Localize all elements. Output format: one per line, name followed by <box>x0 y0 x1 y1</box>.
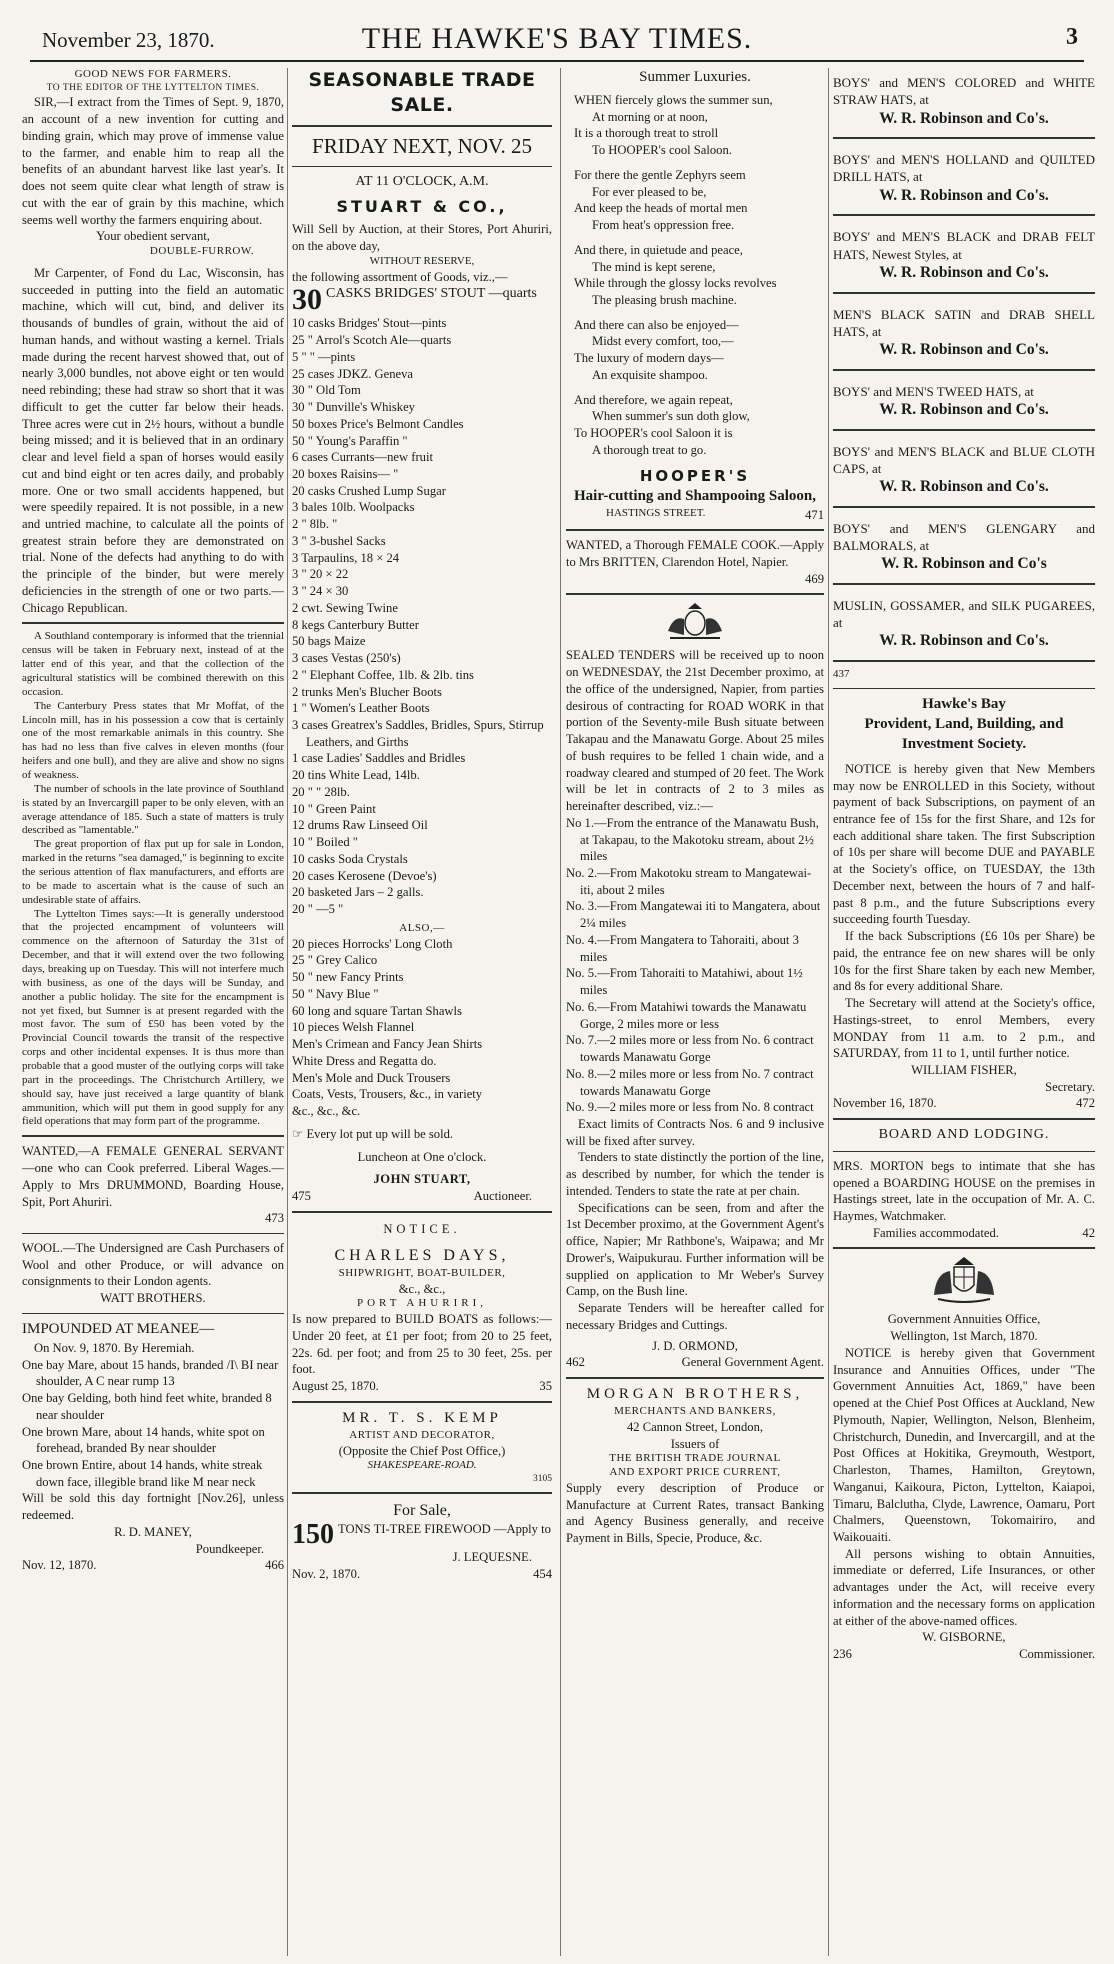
contract-item: No. 3.—From Mangatewai iti to Mangatera, about 2¼ miles <box>566 899 821 931</box>
impounded-item: One brown Entire, about 14 hands, white streak down face, illegible brand like M near neck <box>22 1458 263 1489</box>
issue-date: November 23, 1870. <box>42 28 215 52</box>
hat-ad <box>833 300 1095 371</box>
poem-line: Midst every comfort, too,— <box>592 334 734 349</box>
divider <box>22 622 284 624</box>
hat-ad-text: BOYS' and MEN'S COLORED and WHITE STRAW HATS, at <box>833 75 1095 108</box>
poem-line: And there, in quietude and peace, <box>574 242 743 257</box>
trade-sale-ad <box>292 68 552 1205</box>
annuities-signature: W. GISBORNE, <box>922 1630 1006 1645</box>
firewood-footer <box>292 1566 552 1583</box>
ad-number: 473 <box>265 1211 284 1226</box>
column-divider <box>828 68 829 1956</box>
wool-signature: WATT BROTHERS. <box>100 1291 206 1306</box>
tenders-footer <box>566 1354 824 1371</box>
poem-line: For ever pleased to be, <box>592 184 707 199</box>
hooper-poem-ad <box>566 68 824 523</box>
sale-item: 12 drums Raw Linseed Oil <box>292 818 428 833</box>
letter-signature: DOUBLE-FURROW. <box>149 245 254 258</box>
kemp-trade: ARTIST AND DECORATOR, <box>349 1428 495 1441</box>
society-subtitle: Provident, Land, Building, and Investment Society. <box>864 715 1064 752</box>
wool-text: WOOL.—The Undersigned are Cash Purchasers of Wool and other Produce, or will advance on consignments to their London agents. <box>22 1240 284 1289</box>
lead-text: CASKS BRIDGES' STOUT —quarts <box>326 286 537 302</box>
contract-item: No 1.—From the entrance of the Manawatu Bush, at Takapau, to the Makotoku stream, about 2½ miles <box>566 815 819 864</box>
society-footer <box>833 1095 1095 1112</box>
sale-item-list <box>292 315 552 917</box>
morgan-journal: THE BRITISH TRADE JOURNAL <box>609 1452 781 1465</box>
board-lodging-ad <box>833 1126 1095 1241</box>
sale-item: 20 pieces Horrocks' Long Cloth <box>292 936 453 951</box>
news-item: The number of schools in the late province of Southland is stated by an Invercargill paper to be only eleven, with an average attendance of 185. Such a state of matters is truly described as "lamentable." <box>22 782 284 837</box>
lot-notice <box>292 1126 552 1143</box>
letter-heading: GOOD NEWS FOR FARMERS. <box>74 68 232 80</box>
sale-item: 2 trunks Men's Blucher Boots <box>292 684 442 699</box>
sale-item: 3 cases Greatrex's Saddles, Bridles, Spurs, Stirrup Leathers, and Girths <box>292 718 544 749</box>
sale-item: 50 bags Maize <box>292 634 366 649</box>
column-divider <box>287 68 288 1956</box>
poem-line <box>574 234 824 242</box>
kemp-name: MR. T. S. KEMP <box>342 1409 502 1426</box>
impounded-notice <box>22 1320 284 1574</box>
poem-line: While through the glossy locks revolves <box>574 276 777 291</box>
society-date: November 16, 1870. <box>833 1096 937 1111</box>
boatbuilder-notice <box>292 1221 552 1395</box>
board-footer <box>833 1225 1095 1242</box>
kemp-location: (Opposite the Chief Post Office,) <box>338 1443 506 1458</box>
cook-wanted-ad <box>566 537 824 587</box>
sale-item: 30 " Dunville's Whiskey <box>292 400 415 415</box>
hat-ad <box>833 68 1095 139</box>
society-signature: WILLIAM FISHER, <box>911 1062 1017 1077</box>
poem-line: To HOOPER's cool Saloon. <box>592 143 732 158</box>
contract-item: No. 7.—2 miles more or less from No. 6 contract towards Manawatu Gorge <box>566 1033 814 1065</box>
ad-number: 462 <box>566 1355 585 1370</box>
binder-article: Mr Carpenter, of Fond du Lac, Wisconsin, has succeeded in putting into the field an automatic machine, which will cut, bind, and deliver its thousands of bundles of grain, without the aid of human hands, and without wasting a kernel. Trials made during the recent harvest showed that, out of nearly 3,000 bundles, not above eight or ten would need rebinding; these had straw so short that it was difficult to get the cutter far below their heads. Three acres were cut in 2½ hours, without a bundle being missed; and it is believed that in an ordinary clear and level field a span of horses would easily cut and bind eight or ten acres daily, and probably more. One or two small accidents happened, but were speedily repaired. It is not possible, in a new and untried machine, to calculate all the points of greatest strain before they are demonstrated on trial. None of the defects had anything to do with the principle of the binder, but were merely deficiencies in the strength of one or two parts.—Chicago Republican. <box>22 265 284 615</box>
firewood-line <box>292 1521 552 1549</box>
sale-item: 50 " new Fancy Prints <box>292 970 404 985</box>
sale-item: 20 casks Crushed Lump Sugar <box>292 483 446 498</box>
sale-date: FRIDAY NEXT, NOV. 25 <box>312 133 532 158</box>
divider <box>566 1377 824 1379</box>
hat-ad-firm: W. R. Robinson and Co's. <box>879 400 1049 418</box>
hat-ad <box>833 514 1095 585</box>
morgan-brothers-ad <box>566 1385 824 1547</box>
hat-ad <box>833 222 1095 293</box>
annuities-notice <box>833 1311 1095 1662</box>
poem-title: Summer Luxuries. <box>639 69 751 85</box>
column-2 <box>292 68 552 1956</box>
contract-list <box>566 815 824 1116</box>
sale-item: 5 " " —pints <box>292 349 356 364</box>
contract-item: No. 4.—From Mangatera to Tahoraiti, about 3 miles <box>566 932 799 964</box>
kemp-road: SHAKESPEARE-ROAD. <box>367 1459 477 1472</box>
annuities-paragraph: NOTICE is hereby given that Government Insurance and Annuities Offices, under "The Government Annuities Act, 1869," have been opened at the Chief Post Offices at Auckland, New Plymouth, Napier, Wellington, Nelson, Blenheim, Christchurch, Dunedin, and Invercargill, and at the Post Offices at Hokitika, Greymouth, Westport, Charleston, Thames, Hamilton, Greytown, Wanganui, Kaikoura, Picton, Lyttelton, Kaiapoi, Timaru, Balclutha, Clyde, Lawrence, Oamaru, Port Chalmers, Queenstown, Tokomairiro, and Waikouaiti. <box>833 1345 1095 1545</box>
poem-line: The pleasing brush machine. <box>592 293 737 308</box>
hat-ad-text: BOYS' and MEN'S BLACK and BLUE CLOTH CAPS, at <box>833 443 1095 476</box>
sale-item: 25 cases JDKZ. Geneva <box>292 366 413 381</box>
impounded-date2: Nov. 12, 1870. <box>22 1558 97 1573</box>
board-text: MRS. MORTON begs to intimate that she has opened a BOARDING HOUSE on the premises in Hastings street, late in the occupation of Mr. A. C. Haymes, Watchmaker. <box>833 1158 1095 1223</box>
sale-item: 1 " Women's Leather Boots <box>292 701 430 716</box>
forsale-heading: For Sale, <box>393 1501 451 1519</box>
royal-crest-icon <box>660 601 730 641</box>
board-families: Families accommodated. <box>873 1225 999 1240</box>
sale-item: 6 cases Currants—new fruit <box>292 450 433 465</box>
tenders-body: Tenders to state distinctly the portion of the line, as described by number, for which the tender is intended. Tenders to state the rate at per chain. <box>566 1150 824 1198</box>
sale-item: 2 " 8lb. " <box>292 517 338 532</box>
boatbuilder-footer <box>292 1378 552 1395</box>
hat-ad <box>833 145 1095 216</box>
sale-item: 3 " 3-bushel Sacks <box>292 533 386 548</box>
poem-line: The luxury of modern days— <box>574 351 724 366</box>
sale-item: 50 " Young's Paraffin " <box>292 433 408 448</box>
sale-title: SEASONABLE TRADE SALE. <box>308 69 536 117</box>
firewood-seller: J. LEQUESNE. <box>452 1550 532 1565</box>
hat-ad-firm: W. R. Robinson and Co's. <box>879 109 1049 127</box>
farmers-letter <box>22 68 284 616</box>
poem-line: At morning or at noon, <box>592 109 708 124</box>
poem-line: It is a thorough treat to stroll <box>574 126 719 141</box>
hat-ad-text: MUSLIN, GOSSAMER, and SILK PUGAREES, at <box>833 597 1095 631</box>
annuities-role: Commissioner. <box>1019 1647 1095 1662</box>
hooper-firm: HOOPER'S <box>639 466 751 485</box>
poem-line: To HOOPER's cool Saloon it is <box>574 426 733 441</box>
sale-item: 25 " Grey Calico <box>292 953 378 968</box>
boatbuilder-trade: SHIPWRIGHT, BOAT-BUILDER, <box>338 1266 506 1279</box>
sale-item: 25 " Arrol's Scotch Ale—quarts <box>292 333 452 348</box>
sale-item: 3 " 24 × 30 <box>292 584 349 599</box>
sale-item: 20 boxes Raisins— " <box>292 467 399 481</box>
sale-item: 2 " Elephant Coffee, 1lb. & 2lb. tins <box>292 667 474 682</box>
poem-line <box>574 159 824 167</box>
auctioneer-footer <box>292 1188 552 1205</box>
divider <box>22 1135 284 1137</box>
servant-wanted-text: WANTED,—A FEMALE GENERAL SERVANT—one who can Cook preferred. Liberal Wages.—Apply to Mrs DRUMMOND, Boarding House, Spit, Port Ahuriri. <box>22 1144 284 1209</box>
boatbuilder-text: Is now prepared to BUILD BOATS as follows:—Under 20 feet, at £1 per foot; from 20 to 25 feet, 22s. 6d. per foot; and from 25 to 30 feet, 25s. per foot. <box>292 1312 552 1377</box>
sale-item: 8 kegs Canterbury Butter <box>292 617 419 632</box>
morgan-issuers: Issuers of <box>670 1436 720 1451</box>
auctioneer-role: Auctioneer. <box>473 1188 532 1203</box>
divider <box>292 1492 552 1494</box>
hat-ad-firm: W. R. Robinson and Co's. <box>879 632 1049 650</box>
hat-ad-firm: W. R. Robinson and Co's. <box>879 263 1049 281</box>
divider <box>292 1211 552 1213</box>
sale-item: &c., &c., &c. <box>292 1104 361 1119</box>
hat-ad <box>833 437 1095 508</box>
sale-intro: Will Sell by Auction, at their Stores, Port Ahuriri, on the above day, <box>292 222 552 254</box>
boatbuilder-place: PORT AHURIRI, <box>357 1297 487 1310</box>
sale-item: 10 casks Bridges' Stout—pints <box>292 316 447 331</box>
morgan-trade: MERCHANTS AND BANKERS, <box>614 1404 776 1417</box>
tenders-body: Exact limits of Contracts Nos. 6 and 9 inclusive will be fixed after survey. <box>566 1117 824 1148</box>
divider <box>833 688 1095 689</box>
cook-wanted-text: WANTED, a Thorough FEMALE COOK.—Apply to Mrs BRITTEN, Clarendon Hotel, Napier. <box>566 538 824 569</box>
poem-line: For there the gentle Zephyrs seem <box>574 167 746 182</box>
poundkeeper-name: R. D. MANEY, <box>114 1524 192 1539</box>
news-item: A Southland contemporary is informed that the triennial census will be taken in February next, instead of at the latter end of this year, and that the collection of the agricultural statistics will be combined therewith on this occasion. <box>22 630 284 698</box>
sale-item: 20 " —5 " <box>292 902 344 917</box>
also-item-list <box>292 936 552 1120</box>
hat-ad-firm: W. R. Robinson and Co's. <box>879 186 1049 204</box>
wool-ad <box>22 1240 284 1307</box>
hat-ad-firm: W. R. Robinson and Co's. <box>879 341 1049 359</box>
letter-closing: Your obedient servant, <box>96 229 210 244</box>
tenders-intro: SEALED TENDERS will be received up to noon on WEDNESDAY, the 21st December proximo, at the office of the undersigned, Napier, from parties desirous of contracting for ROAD WORK in that portion of the Seventy-mile Bush situate between Takapau and the Manawatu Gorge. About 25 miles of bush requires to be felled 1 chain wide, and a roadway cleared and stumped of 20 feet. The Work will be let in contracts of 2 to 3 miles as hereinafter described, viz.:— <box>566 648 824 814</box>
society-title: Hawke's Bay <box>922 695 1006 712</box>
impounded-date: On Nov. 9, 1870. By Heremiah. <box>34 1340 195 1355</box>
annuities-office: Government Annuities Office, <box>887 1312 1041 1327</box>
sale-item: Men's Mole and Duck Trousers <box>292 1070 451 1085</box>
pointing-hand-icon: ☞ <box>292 1126 304 1141</box>
sale-item: Coats, Vests, Trousers, &c., in variety <box>292 1087 483 1102</box>
poem-line: The mind is kept serene, <box>592 259 716 274</box>
news-item: The Canterbury Press states that Mr Moffat, of the Lincoln mill, has in his possession a cow that is certainly one of the most remarkable animals in this country. She has had no less than five calves in eleven months (four heifers and one bull), and they are alive and show no signs of weakness. <box>22 699 284 781</box>
tenders-body: Specifications can be seen, from and after the 1st December proximo, at the Government Agent's office, Napier; Mr Rathbone's, Waipawa; and Mr Drower's, Waipukurau. Further information will be supplied on application to Mr Weber's Survey Camp, on the Bush line. <box>566 1200 824 1299</box>
column-4 <box>833 68 1095 1956</box>
divider <box>833 1247 1095 1249</box>
annuities-footer <box>833 1646 1095 1663</box>
poem-line: And there can also be enjoyed— <box>574 317 739 332</box>
morgan-text: Supply every description of Produce or Manufacture at Current Rates, transact Banking and Agency Business generally, and receive Payment in Bills, Specie, Produce, &c. <box>566 1481 824 1546</box>
impounded-footer <box>22 1557 284 1574</box>
poem-line: And therefore, we again repeat, <box>574 392 733 407</box>
ad-number: 471 <box>805 507 824 522</box>
royal-coat-of-arms-icon <box>924 1255 1004 1305</box>
sale-item: 10 casks Soda Crystals <box>292 851 408 866</box>
tenders-role: General Government Agent. <box>681 1355 824 1370</box>
sale-item: Men's Crimean and Fancy Jean Shirts <box>292 1037 483 1052</box>
sale-item: 50 boxes Price's Belmont Candles <box>292 416 464 431</box>
page-number: 3 <box>1066 24 1078 50</box>
column-3 <box>566 68 824 1956</box>
impounded-item: One bay Mare, about 15 hands, branded /I\ BI near shoulder, A C near rump 13 <box>22 1357 279 1389</box>
letter-body: SIR,—I extract from the Times of Sept. 9, 1870, an account of a new invention for cutting and binding grain, which may prove of immense value to the farmer, and enable him to reap all the benefits of an abundant harvest like last year's. It does not seem quite clear what length of straw is cut with the ear of grain by this machine, which seems well worthy the farmers enquiring about. <box>22 95 284 227</box>
sale-item: 3 Tarpaulins, 18 × 24 <box>292 550 400 565</box>
sale-item: 20 cases Kerosene (Devoe's) <box>292 868 437 883</box>
sale-item: 1 case Ladies' Saddles and Bridles <box>292 751 466 766</box>
notice-heading: NOTICE. <box>383 1221 461 1236</box>
firewood-date: Nov. 2, 1870. <box>292 1566 361 1581</box>
poem-line: From heat's oppression free. <box>592 218 735 233</box>
ad-number: 42 <box>1082 1225 1095 1240</box>
ad-number: 3105 <box>533 1474 552 1485</box>
contract-item: No. 9.—2 miles more or less from No. 8 contract <box>566 1100 814 1115</box>
society-notice <box>833 695 1095 1112</box>
society-paragraph: NOTICE is hereby given that New Members may now be ENROLLED in this Society, without payment of back Subscriptions, on payment of an entrance fee of 15s for the first Share, and 12s for each additional share taken. The first Subscription of 10s per share will become DUE and PAYABLE at the Society's office, on TUESDAY, the 13th December next, between the hours of 7 and half-past 8 p.m., and the future Subscriptions every succeeding fourth Tuesday. <box>833 761 1095 927</box>
poem-line: An exquisite shampoo. <box>592 367 708 382</box>
ad-number: 466 <box>265 1558 284 1573</box>
firewood-text: TONS TI-TREE FIREWOOD —Apply to <box>338 1522 551 1537</box>
poem-line <box>574 309 824 317</box>
poem-line: When summer's sun doth glow, <box>592 409 750 424</box>
letter-addressee: TO THE EDITOR OF THE LYTTELTON TIMES. <box>46 82 260 93</box>
boatbuilder-etc: &c., &c., <box>398 1281 446 1296</box>
sale-time: AT 11 O'CLOCK, A.M. <box>355 174 489 190</box>
poem-line: A thorough treat to go. <box>592 442 707 457</box>
society-paragraph: If the back Subscriptions (£6 10s per Share) be paid, the entrance fee on new shares will be only 10s for the first Share taken by each new Member, and 8s for every additional Share. <box>833 929 1095 994</box>
newspaper-title: THE HAWKE'S BAY TIMES. <box>361 22 753 55</box>
sale-item: 20 tins White Lead, 14lb. <box>292 768 420 783</box>
impounded-item: One brown Mare, about 14 hands, white spot on forehead, branded By near shoulder <box>22 1424 265 1456</box>
hat-ad-firm: W. R. Robinson and Co's <box>881 555 1047 573</box>
boatbuilder-name: CHARLES DAYS, <box>334 1247 510 1265</box>
poem-body <box>566 92 824 459</box>
lead-item <box>292 285 552 315</box>
auction-firm: STUART & CO., <box>336 197 508 217</box>
column-1 <box>22 68 284 1956</box>
divider <box>833 1151 1095 1152</box>
sale-item: 20 basketed Jars – 2 galls. <box>292 885 424 900</box>
annuities-paragraph: All persons wishing to obtain Annuities, immediate or deferred, Life Insurances, or other advantages under the Act, will receive every information and the necessary forms on application at either of the above-named offices. <box>833 1546 1095 1628</box>
hooper-service: Hair-cutting and Shampooing Saloon, <box>574 487 816 504</box>
hat-ad-text: BOYS' and MEN'S TWEED HATS, at <box>833 383 1034 399</box>
ad-number: 469 <box>805 571 824 586</box>
boatbuilder-date: August 25, 1870. <box>292 1379 379 1394</box>
hat-ad-text: BOYS' and MEN'S HOLLAND and QUILTED DRILL HATS, at <box>833 152 1095 185</box>
servant-wanted-ad <box>22 1143 284 1227</box>
ad-number: 236 <box>833 1647 852 1662</box>
masthead <box>30 18 1084 62</box>
sale-item: 10 pieces Welsh Flannel <box>292 1020 415 1035</box>
news-item: The Lyttelton Times says:—It is generally understood that the projected encampment of volunteers will commence on the afternoon of Saturday the 31st of December, and that it will extend over the two following days, breaking up on Tuesday. This will not interfere much with business, as one of the days will be Sunday, and another a public holiday. The site for the encampment is not yet fixed, but Sumner is at present regarded with the most favor. The sum of £50 has been voted by the Provincial Council towards the transit of the respective corps and other incidental expenses. It is thus more than probable that a good muster of the outlying corps will take part in the proceedings. The Christchurch Artillery, we should say, have just received a large quantity of blank ammunition, which will put them in good supply for any field operations that may form part of the programme. <box>22 907 284 1128</box>
contract-item: No. 6.—From Matahiwi towards the Manawatu Gorge, 2 miles more or less <box>566 999 807 1031</box>
morgan-address: 42 Cannon Street, London, <box>626 1419 764 1434</box>
firewood-ad <box>292 1500 552 1583</box>
hat-ad-text: MEN'S BLACK SATIN and DRAB SHELL HATS, at <box>833 306 1095 339</box>
sealed-tenders <box>566 647 824 1371</box>
divider <box>292 125 552 127</box>
hat-ad <box>833 377 1095 431</box>
sale-item: 50 " Navy Blue " <box>292 986 379 1001</box>
ad-number: 437 <box>833 668 850 681</box>
sale-reserve: WITHOUT RESERVE, <box>369 254 475 267</box>
hat-ad <box>833 591 1095 662</box>
column-divider <box>560 68 561 1956</box>
poundkeeper-role: Poundkeeper. <box>195 1541 264 1556</box>
sale-item: 3 bales 10lb. Woolpacks <box>292 500 415 515</box>
hat-ad-text: BOYS' and MEN'S GLENGARY and BALMORALS, at <box>833 520 1095 554</box>
divider <box>22 1313 284 1314</box>
board-heading: BOARD AND LODGING. <box>878 1127 1050 1143</box>
annuities-date: Wellington, 1st March, 1870. <box>890 1329 1038 1344</box>
hooper-footer <box>566 507 824 524</box>
morgan-journal-2: AND EXPORT PRICE CURRENT, <box>609 1466 781 1479</box>
auctioneer-name: JOHN STUART, <box>373 1172 471 1187</box>
poem-line: WHEN fiercely glows the summer sun, <box>574 92 773 107</box>
sale-item: White Dress and Regatta do. <box>292 1053 437 1068</box>
hooper-street: HASTINGS STREET. <box>606 506 706 519</box>
divider <box>566 529 824 531</box>
lot-text: Every lot put up will be sold. <box>306 1126 454 1141</box>
tenders-body: Separate Tenders will be hereafter called for necessary Bridges and Cuttings. <box>566 1301 824 1332</box>
lunch-notice: Luncheon at One o'clock. <box>357 1149 487 1164</box>
morgan-name: MORGAN BROTHERS, <box>586 1386 804 1403</box>
ad-number: 472 <box>1076 1096 1095 1111</box>
hat-ad-firm: W. R. Robinson and Co's. <box>879 478 1049 496</box>
also-heading: ALSO,— <box>399 921 445 934</box>
sale-item: 30 " Old Tom <box>292 383 361 398</box>
contract-item: No. 5.—From Tahoraiti to Matahiwi, about 1½ miles <box>566 966 803 998</box>
divider <box>566 593 824 595</box>
tenders-signature: J. D. ORMOND, <box>652 1338 738 1353</box>
hat-ad-text: BOYS' and MEN'S BLACK and DRAB FELT HATS, Newest Styles, at <box>833 229 1095 262</box>
sale-item: 2 cwt. Sewing Twine <box>292 600 398 615</box>
sale-item: 10 " Boiled " <box>292 835 358 850</box>
contract-item: No. 2.—From Makotoku stream to Mangatewai-iti, about 2 miles <box>566 865 812 897</box>
contract-item: No. 8.—2 miles more or less from No. 7 contract towards Manawatu Gorge <box>566 1066 814 1098</box>
news-item: The great proportion of flax put up for sale in London, marked in the returns "sea damaged," is beginning to excite the serious attention of flax manufacturers, and efforts are to be made to ascertain what is the cause of such an undesirable state of affairs. <box>22 838 284 906</box>
society-paragraph: The Secretary will attend at the Society's office, Hastings-street, to enrol Members, every MONDAY from 11 a.m. to 2 p.m., and SATURDAY, from 11 to 1, until further notice. <box>833 996 1095 1061</box>
sale-item: 3 cases Vestas (250's) <box>292 651 401 666</box>
sale-item: 60 long and square Tartan Shawls <box>292 1003 462 1018</box>
sale-assortment: the following assortment of Goods, viz.,— <box>292 269 508 284</box>
kemp-ad <box>292 1409 552 1486</box>
sale-item: 3 " 20 × 22 <box>292 567 349 582</box>
divider <box>833 1118 1095 1120</box>
divider <box>292 166 552 167</box>
ad-number: 454 <box>533 1566 552 1581</box>
hat-ads <box>833 68 1095 662</box>
impounded-item: One bay Gelding, both hind feet white, branded 8 near shoulder <box>22 1391 272 1422</box>
divider <box>292 1401 552 1403</box>
divider <box>22 1233 284 1234</box>
society-role: Secretary. <box>1045 1079 1095 1094</box>
impounded-heading: IMPOUNDED AT MEANEE— <box>22 1320 215 1337</box>
ad-number: 475 <box>292 1188 311 1203</box>
lead-number: 30 <box>292 283 322 317</box>
ad-number: 35 <box>539 1379 552 1394</box>
firewood-quantity: 150 <box>292 1519 334 1551</box>
poem-line: And keep the heads of mortal men <box>574 201 748 216</box>
poem-line <box>574 384 824 392</box>
sale-item: 10 " Green Paint <box>292 801 376 816</box>
sale-item: 20 " " 28lb. <box>292 784 350 799</box>
impounded-sale: Will be sold this day fortnight [Nov.26], unless redeemed. <box>22 1491 284 1523</box>
news-items <box>22 630 284 1129</box>
